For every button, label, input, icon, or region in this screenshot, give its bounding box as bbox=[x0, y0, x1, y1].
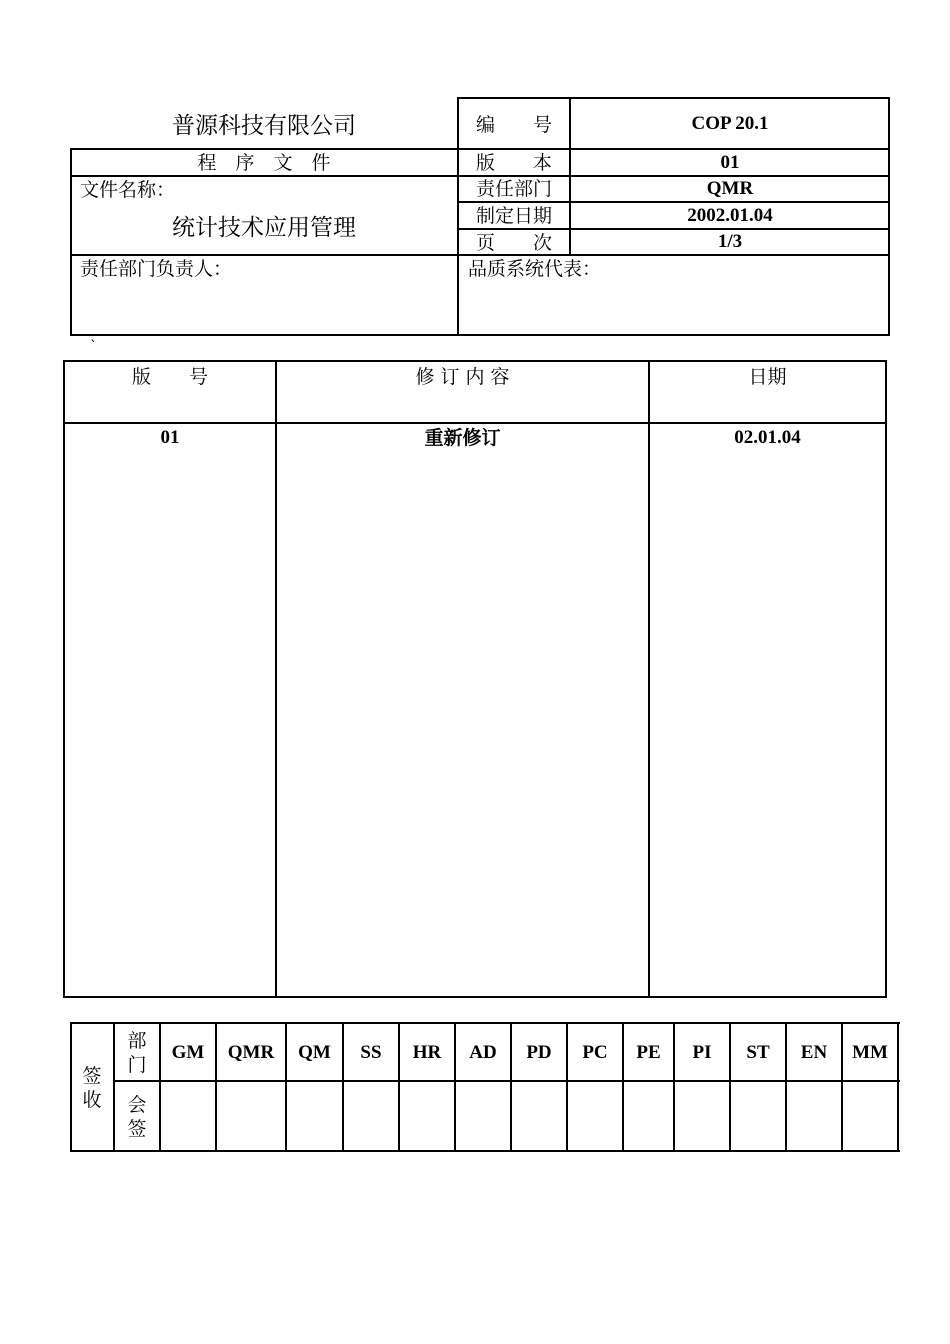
countersign-row-label: 会签 bbox=[127, 1094, 147, 1140]
date-value: 2002.01.04 bbox=[687, 205, 773, 226]
header-line bbox=[458, 228, 890, 230]
version-value: 01 bbox=[720, 152, 740, 173]
header-line bbox=[458, 201, 890, 203]
revision-line bbox=[63, 422, 887, 424]
revision-line bbox=[885, 360, 887, 998]
dept-ss: SS bbox=[360, 1042, 382, 1063]
responsible-head-label: 责任部门负责人： bbox=[80, 258, 233, 280]
header-line bbox=[70, 254, 890, 256]
stray-mark: ` bbox=[90, 339, 97, 355]
quality-rep-label: 品质系统代表： bbox=[468, 258, 602, 280]
header-line bbox=[70, 334, 890, 336]
dept-pc: PC bbox=[582, 1042, 608, 1063]
dept-gm: GM bbox=[171, 1042, 205, 1063]
revision-date-cell: 02.01.04 bbox=[734, 427, 801, 448]
sign-line bbox=[113, 1080, 900, 1082]
file-name: 统计技术应用管理 bbox=[172, 215, 356, 241]
page-value: 1/3 bbox=[717, 231, 743, 252]
revision-line bbox=[63, 996, 887, 998]
sign-line bbox=[113, 1022, 115, 1152]
revision-content-cell: 重新修订 bbox=[424, 427, 501, 449]
dept-en: EN bbox=[800, 1042, 828, 1063]
dept-pi: PI bbox=[692, 1042, 712, 1063]
date-column-header: 日期 bbox=[748, 366, 787, 388]
revision-line bbox=[275, 360, 277, 998]
dept-pd: PD bbox=[526, 1042, 552, 1063]
header-line bbox=[70, 148, 890, 150]
dept-hr: HR bbox=[412, 1042, 442, 1063]
sign-line bbox=[70, 1022, 72, 1152]
dept-mm: MM bbox=[852, 1042, 888, 1063]
file-name-label: 文件名称： bbox=[80, 179, 176, 201]
header-line bbox=[70, 148, 72, 336]
doc-number-label: 编 号 bbox=[475, 114, 552, 136]
header-line bbox=[458, 97, 890, 99]
sign-line bbox=[70, 1150, 900, 1152]
content-column-header: 修 订 内 容 bbox=[415, 366, 510, 388]
dept-pe: PE bbox=[636, 1042, 661, 1063]
department-row-label: 部门 bbox=[127, 1030, 147, 1076]
company-name: 普源科技有限公司 bbox=[172, 113, 356, 139]
dept-qm: QM bbox=[298, 1042, 331, 1063]
header-line bbox=[70, 175, 890, 177]
version-label: 版 本 bbox=[475, 152, 552, 174]
dept-st: ST bbox=[746, 1042, 770, 1063]
dept-qmr: QMR bbox=[227, 1042, 275, 1063]
revision-version-cell: 01 bbox=[160, 427, 180, 448]
page-label: 页 次 bbox=[475, 232, 552, 254]
sign-line bbox=[70, 1022, 900, 1024]
revision-line bbox=[63, 360, 65, 998]
revision-line bbox=[63, 360, 887, 362]
document-type: 程 序 文 件 bbox=[197, 152, 331, 174]
sign-receipt-label: 签收 bbox=[82, 1065, 102, 1111]
version-column-header: 版 号 bbox=[131, 366, 208, 388]
date-label: 制定日期 bbox=[475, 205, 552, 227]
sign-line bbox=[897, 1022, 899, 1152]
department-value: QMR bbox=[706, 178, 754, 199]
dept-ad: AD bbox=[469, 1042, 497, 1063]
department-label: 责任部门 bbox=[475, 178, 552, 200]
revision-line bbox=[648, 360, 650, 998]
doc-number-value: COP 20.1 bbox=[691, 113, 769, 134]
